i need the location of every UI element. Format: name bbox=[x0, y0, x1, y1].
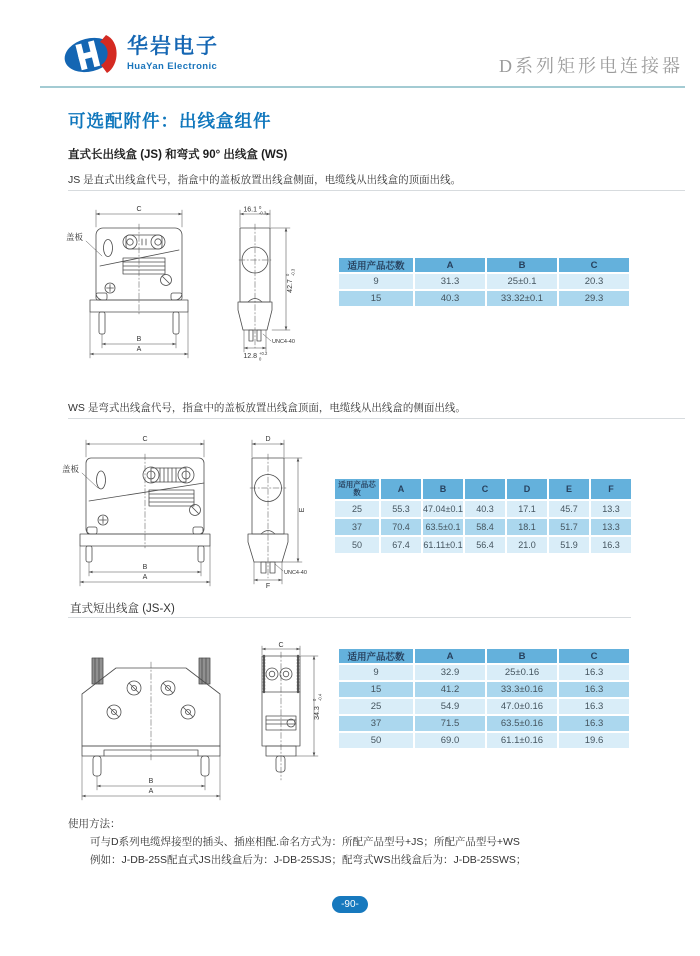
table-cell: 37 bbox=[335, 519, 379, 535]
table-cell: 69.0 bbox=[415, 733, 485, 748]
table-cell: 47.0±0.16 bbox=[487, 699, 557, 714]
dim-top-width-tol-lower: -0.3 bbox=[259, 210, 267, 216]
table-cell: 16.3 bbox=[559, 682, 629, 697]
table-cell: 61.1±0.16 bbox=[487, 733, 557, 748]
table-row bbox=[339, 699, 629, 714]
usage-title: 使用方法： bbox=[68, 818, 121, 830]
table-header-cell: E bbox=[549, 479, 589, 499]
table-header-cell: C bbox=[559, 258, 629, 272]
company-logo-icon bbox=[63, 30, 121, 78]
table-cell: 25±0.16 bbox=[487, 665, 557, 680]
table-header-cell: D bbox=[507, 479, 547, 499]
ws-description: WS 是弯式出线盒代号，指盒中的盖板放置出线盒顶面，电缆线从出线盒的侧面出线。 bbox=[68, 402, 466, 414]
table-cell: 25±0.1 bbox=[487, 274, 557, 289]
ws-dimension-table bbox=[333, 477, 633, 555]
table-cell: 21.0 bbox=[507, 537, 547, 553]
table-cell: 63.5±0.16 bbox=[487, 716, 557, 731]
table-header-cell: B bbox=[487, 258, 557, 272]
table-cell: 32.9 bbox=[415, 665, 485, 680]
section-title: 可选配附件：出线盒组件 bbox=[68, 111, 272, 131]
table-cell: 19.6 bbox=[559, 733, 629, 748]
doc-title: D系列矩形电连接器 bbox=[499, 56, 683, 76]
dim-top-width: 16.1 bbox=[243, 206, 257, 214]
table-cell: 51.9 bbox=[549, 537, 589, 553]
usage-line-1: 可与D系列电缆焊接型的插头、插座相配.命名方式为：所配产品型号+JS；所配产品型号+WS bbox=[90, 836, 520, 848]
table-cell: 16.3 bbox=[559, 665, 629, 680]
table-cell: 40.3 bbox=[415, 291, 485, 306]
dim-label-c: C bbox=[142, 436, 148, 443]
jsx-outlet-box-drawing bbox=[56, 640, 348, 804]
table-header-row bbox=[339, 649, 629, 663]
js-dimension-table bbox=[337, 256, 631, 308]
table-cell: 15 bbox=[339, 682, 413, 697]
js-outlet-box-drawing bbox=[60, 200, 336, 364]
table-cell: 33.3±0.16 bbox=[487, 682, 557, 697]
table-cell: 67.4 bbox=[381, 537, 421, 553]
dim-foot-width: 12.8 bbox=[243, 353, 257, 360]
jsx-dimension-table bbox=[337, 647, 631, 750]
table-cell: 37 bbox=[339, 716, 413, 731]
table-cell: 18.1 bbox=[507, 519, 547, 535]
table-cell: 45.7 bbox=[549, 501, 589, 517]
header-divider bbox=[40, 86, 685, 88]
table-cell: 16.3 bbox=[591, 537, 631, 553]
dim-side-height: 42.7 bbox=[287, 279, 294, 293]
dim-side-height-tol-upper: 0 bbox=[285, 273, 290, 276]
table-header-cell: A bbox=[381, 479, 421, 499]
table-cell: 13.3 bbox=[591, 501, 631, 517]
table-cell: 15 bbox=[339, 291, 413, 306]
section-subtitle: 直式长出线盒 (JS) 和弯式 90° 出线盒 (WS) bbox=[68, 149, 288, 161]
dim-label-a: A bbox=[148, 788, 154, 795]
js-side-view-geometry bbox=[238, 210, 290, 352]
dim-top-width-tol-upper: 0 bbox=[259, 205, 262, 210]
company-logo bbox=[127, 35, 219, 72]
table-header-cell: 适用产品芯数 bbox=[339, 649, 413, 663]
table-header-row bbox=[335, 479, 631, 499]
table-row bbox=[339, 733, 629, 748]
table-row bbox=[335, 501, 631, 517]
table-cell: 31.3 bbox=[415, 274, 485, 289]
table-header-cell: A bbox=[415, 649, 485, 663]
dim-label-a: A bbox=[136, 346, 142, 353]
table-row bbox=[335, 537, 631, 553]
thread-label: UNC4-40 bbox=[284, 570, 307, 576]
dim-label-b: B bbox=[148, 778, 154, 785]
table-header-cell: F bbox=[591, 479, 631, 499]
table-cell: 54.9 bbox=[415, 699, 485, 714]
dim-side-height-tol-lower: -0.4 bbox=[317, 693, 323, 701]
ws-side-view-geometry bbox=[248, 440, 302, 584]
table-cell: 13.3 bbox=[591, 519, 631, 535]
dim-side-height: 34.3 bbox=[314, 706, 321, 720]
table-cell: 51.7 bbox=[549, 519, 589, 535]
table-cell: 41.2 bbox=[415, 682, 485, 697]
js-description: JS 是直式出线盒代号，指盒中的盖板放置出线盒侧面，电缆线从出线盒的顶面出线。 bbox=[68, 174, 462, 186]
table-cell: 55.3 bbox=[381, 501, 421, 517]
usage-line-2: 例如：J-DB-25S配直式JS出线盒后为：J-DB-25SJS；配弯式WS出线盒后为：J-DB-25SWS； bbox=[90, 854, 527, 866]
table-header-cell: B bbox=[423, 479, 463, 499]
dim-label-f: F bbox=[265, 583, 271, 590]
table-row bbox=[339, 274, 629, 289]
table-cell: 33.32±0.1 bbox=[487, 291, 557, 306]
table-header-cell: C bbox=[559, 649, 629, 663]
table-cell: 16.3 bbox=[559, 699, 629, 714]
divider bbox=[68, 190, 685, 191]
page-number-badge: -90- bbox=[332, 896, 368, 913]
table-cell: 70.4 bbox=[381, 519, 421, 535]
table-cell: 56.4 bbox=[465, 537, 505, 553]
table-row bbox=[335, 519, 631, 535]
divider bbox=[68, 418, 685, 419]
dim-label-a: A bbox=[142, 574, 148, 581]
table-header-cell: C bbox=[465, 479, 505, 499]
table-cell: 16.3 bbox=[559, 716, 629, 731]
table-cell: 50 bbox=[335, 537, 379, 553]
table-header-row bbox=[339, 258, 629, 272]
dim-label-d: D bbox=[265, 436, 271, 443]
table-cell: 29.3 bbox=[559, 291, 629, 306]
dim-label-b: B bbox=[136, 336, 142, 343]
ws-outlet-box-drawing bbox=[56, 428, 344, 590]
dim-label-e: E bbox=[299, 507, 306, 513]
table-cell: 20.3 bbox=[559, 274, 629, 289]
table-header-cell: 适用产品芯数 bbox=[339, 258, 413, 272]
jsx-side-view-geometry bbox=[262, 646, 318, 780]
table-cell: 71.5 bbox=[415, 716, 485, 731]
dim-label-b: B bbox=[142, 564, 148, 571]
table-cell: 25 bbox=[339, 699, 413, 714]
table-cell: 63.5±0.1 bbox=[423, 519, 463, 535]
dim-side-height-tol-lower: -0.3 bbox=[290, 268, 296, 276]
table-cell: 50 bbox=[339, 733, 413, 748]
logo-en-text: HuaYan Electronic bbox=[127, 61, 218, 72]
dim-foot-width-tol-upper: +0.2 bbox=[259, 351, 268, 356]
table-cell: 17.1 bbox=[507, 501, 547, 517]
cover-plate-label: 盖板 bbox=[62, 464, 80, 474]
dim-foot-width-tol-lower: 0 bbox=[259, 356, 262, 362]
table-cell: 47.04±0.1 bbox=[423, 501, 463, 517]
table-header-cell: B bbox=[487, 649, 557, 663]
divider bbox=[68, 617, 631, 618]
jsx-section-title: 直式短出线盒 (JS-X) bbox=[70, 603, 175, 615]
logo-cn-text: 华岩电子 bbox=[127, 35, 219, 58]
table-cell: 9 bbox=[339, 274, 413, 289]
table-header-cell: A bbox=[415, 258, 485, 272]
table-row bbox=[339, 716, 629, 731]
table-row bbox=[339, 291, 629, 306]
cover-plate-label: 盖板 bbox=[66, 232, 84, 242]
dim-side-height-tol-upper: 0 bbox=[312, 698, 317, 701]
table-row bbox=[339, 665, 629, 680]
dim-label-c: C bbox=[136, 206, 142, 213]
table-header-cell: 适用产品芯数 bbox=[335, 479, 379, 499]
thread-label: UNC4-40 bbox=[272, 339, 295, 345]
dim-label-c: C bbox=[278, 642, 284, 649]
table-row bbox=[339, 682, 629, 697]
table-cell: 9 bbox=[339, 665, 413, 680]
table-cell: 61.11±0.1 bbox=[423, 537, 463, 553]
table-cell: 58.4 bbox=[465, 519, 505, 535]
table-cell: 40.3 bbox=[465, 501, 505, 517]
table-cell: 25 bbox=[335, 501, 379, 517]
